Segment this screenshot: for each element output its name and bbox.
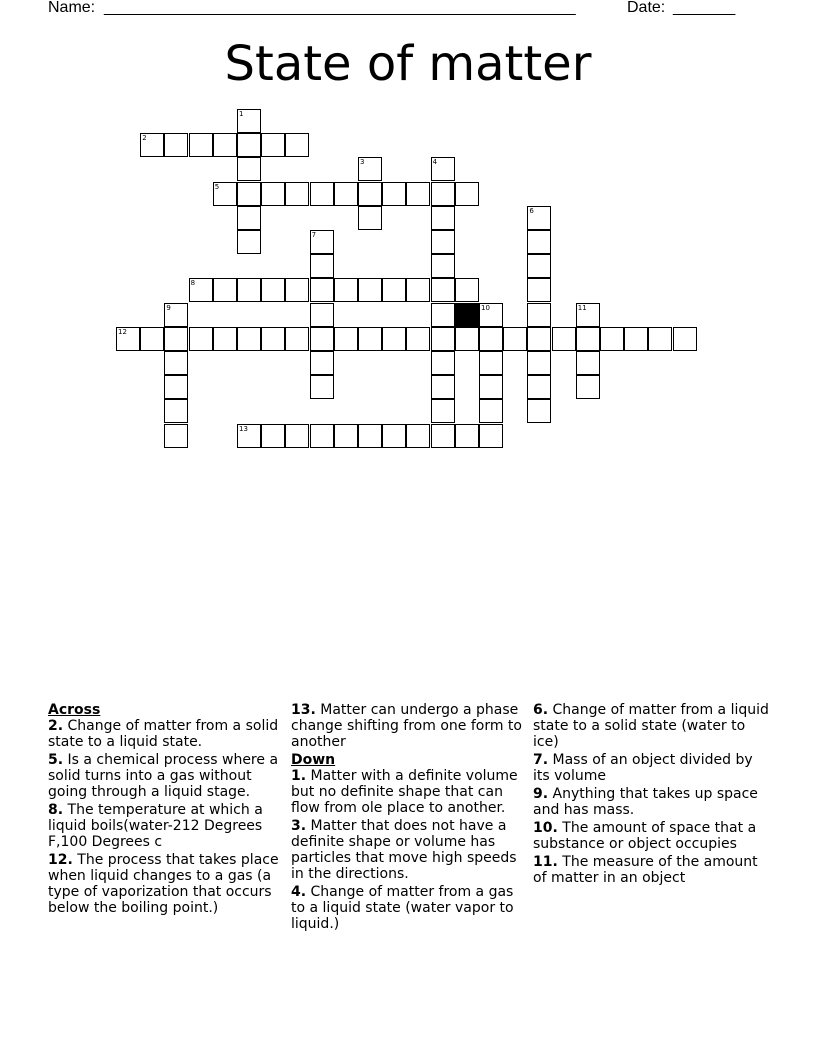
grid-cell[interactable] (406, 327, 430, 351)
clue-down-9: 9. Anything that takes up space and has mass. (533, 786, 758, 818)
grid-cell[interactable] (527, 399, 551, 423)
grid-cell[interactable] (382, 424, 406, 448)
grid-cell[interactable] (261, 182, 285, 206)
grid-cell[interactable] (310, 278, 334, 302)
grid-cell[interactable] (406, 424, 430, 448)
clue-down-3: 3. Matter that does not have a definite shape or volume has particles that move high speeds in the directions. (291, 818, 517, 882)
grid-cell[interactable] (310, 351, 334, 375)
grid-cell[interactable] (455, 182, 479, 206)
grid-cell[interactable] (455, 424, 479, 448)
grid-cell[interactable] (237, 206, 261, 230)
clues-column-1 (48, 702, 284, 918)
grid-cell[interactable] (431, 303, 455, 327)
grid-cell[interactable] (431, 424, 455, 448)
date-blank-line[interactable]: _______ (673, 0, 736, 16)
grid-cell[interactable] (503, 327, 527, 351)
grid-cell[interactable] (527, 254, 551, 278)
grid-cell[interactable] (189, 327, 213, 351)
grid-cell[interactable] (479, 424, 503, 448)
clue-down-1: 1. Matter with a definite volume but no definite shape that can flow from ole place to another. (291, 768, 518, 816)
black-square (455, 303, 479, 327)
grid-cell[interactable] (213, 133, 237, 157)
clue-number: 9 (166, 303, 171, 312)
grid-cell[interactable] (552, 327, 576, 351)
clue-number: 13 (239, 424, 248, 433)
grid-cell[interactable] (310, 254, 334, 278)
crossword-grid (0, 0, 816, 460)
grid-cell[interactable] (164, 303, 188, 327)
grid-cell[interactable] (431, 182, 455, 206)
name-blank-line[interactable]: _____________________________________________________ (104, 0, 576, 16)
grid-cell[interactable] (479, 399, 503, 423)
grid-cell[interactable] (164, 133, 188, 157)
grid-cell[interactable] (358, 424, 382, 448)
grid-cell[interactable] (237, 109, 261, 133)
grid-cell[interactable] (382, 327, 406, 351)
grid-cell[interactable] (285, 133, 309, 157)
grid-cell[interactable] (431, 399, 455, 423)
grid-cell[interactable] (431, 327, 455, 351)
grid-cell[interactable] (624, 327, 648, 351)
clue-down-10: 10. The amount of space that a substance or object occupies (533, 820, 757, 852)
clue-down-11: 11. The measure of the amount of matter in an object (533, 854, 758, 886)
grid-cell[interactable] (334, 424, 358, 448)
clue-across-2: 2. Change of matter from a solid state to a liquid state. (48, 718, 279, 750)
grid-cell[interactable] (237, 157, 261, 181)
grid-cell[interactable] (431, 206, 455, 230)
grid-cell[interactable] (237, 133, 261, 157)
grid-cell[interactable] (189, 133, 213, 157)
grid-cell[interactable] (213, 182, 237, 206)
grid-cell[interactable] (576, 375, 600, 399)
grid-cell[interactable] (431, 351, 455, 375)
grid-cell[interactable] (576, 351, 600, 375)
clue-across-5: 5. Is a chemical process where a solid turns into a gas without going through a liquid stage. (48, 752, 279, 800)
grid-cell[interactable] (479, 303, 503, 327)
grid-cell[interactable] (164, 351, 188, 375)
clue-across-8: 8. The temperature at which a liquid boils(water-212 Degrees F,100 Degrees c (48, 802, 263, 850)
clue-down-4: 4. Change of matter from a gas to a liquid state (water vapor to liquid.) (291, 884, 514, 932)
grid-cell[interactable] (285, 424, 309, 448)
grid-cell[interactable] (140, 327, 164, 351)
grid-cell[interactable] (673, 327, 697, 351)
grid-cell[interactable] (406, 278, 430, 302)
grid-cell[interactable] (358, 157, 382, 181)
grid-cell[interactable] (237, 182, 261, 206)
grid-cell[interactable] (213, 278, 237, 302)
grid-cell[interactable] (648, 327, 672, 351)
grid-cell[interactable] (455, 327, 479, 351)
grid-cell[interactable] (600, 327, 624, 351)
grid-cell[interactable] (237, 230, 261, 254)
grid-cell[interactable] (285, 182, 309, 206)
grid-cell[interactable] (237, 327, 261, 351)
grid-cell[interactable] (382, 182, 406, 206)
grid-cell[interactable] (334, 278, 358, 302)
grid-cell[interactable] (431, 157, 455, 181)
grid-cell[interactable] (285, 278, 309, 302)
grid-cell[interactable] (406, 182, 430, 206)
grid-cell[interactable] (479, 351, 503, 375)
grid-cell[interactable] (164, 399, 188, 423)
grid-cell[interactable] (431, 375, 455, 399)
clue-number: 10 (481, 303, 490, 312)
grid-cell[interactable] (431, 278, 455, 302)
grid-cell[interactable] (358, 182, 382, 206)
grid-cell[interactable] (334, 327, 358, 351)
grid-cell[interactable] (310, 375, 334, 399)
grid-cell[interactable] (164, 327, 188, 351)
grid-cell[interactable] (334, 182, 358, 206)
grid-cell[interactable] (310, 182, 334, 206)
grid-cell[interactable] (358, 206, 382, 230)
grid-cell[interactable] (479, 375, 503, 399)
across-heading: Across (48, 702, 101, 718)
clue-number: 4 (432, 158, 438, 167)
grid-cell[interactable] (237, 278, 261, 302)
grid-cell[interactable] (310, 230, 334, 254)
clue-number: 5 (214, 182, 220, 191)
grid-cell[interactable] (527, 230, 551, 254)
grid-cell[interactable] (527, 375, 551, 399)
clue-across-12: 12. The process that takes place when liquid changes to a gas (a type of vaporization that occurs below the boiling point.) (48, 852, 279, 916)
clue-number: 1 (239, 110, 244, 118)
grid-cell[interactable] (310, 424, 334, 448)
date-label: Date: (627, 0, 666, 16)
grid-cell[interactable] (527, 278, 551, 302)
grid-cell[interactable] (479, 327, 503, 351)
clue-number: 7 (311, 231, 317, 239)
grid-cell[interactable] (576, 303, 600, 327)
clues-column-3 (533, 702, 769, 888)
grid-cell[interactable] (116, 327, 140, 351)
grid-cell[interactable] (358, 327, 382, 351)
grid-cell[interactable] (382, 278, 406, 302)
down-heading: Down (291, 752, 336, 768)
grid-cell[interactable] (527, 206, 551, 230)
grid-cell[interactable] (431, 254, 455, 278)
grid-cell[interactable] (164, 375, 188, 399)
grid-cell[interactable] (189, 278, 213, 302)
grid-cell[interactable] (527, 327, 551, 351)
grid-cell[interactable] (261, 327, 285, 351)
clue-down-7: 7. Mass of an object divided by its volume (533, 752, 753, 784)
grid-cell[interactable] (527, 303, 551, 327)
clue-number: 12 (118, 327, 127, 336)
clue-number: 2 (142, 134, 147, 143)
grid-cell[interactable] (261, 424, 285, 448)
grid-cell[interactable] (261, 278, 285, 302)
name-label: Name: (48, 0, 96, 16)
clue-number: 11 (577, 303, 587, 312)
clues-column-2 (291, 702, 527, 934)
grid-cell[interactable] (310, 303, 334, 327)
clue-number: 3 (360, 158, 365, 167)
clue-number: 6 (529, 206, 534, 215)
grid-cell[interactable] (213, 327, 237, 351)
clue-down-6: 6. Change of matter from a liquid state to a solid state (water to ice) (533, 702, 769, 750)
grid-cell[interactable] (431, 230, 455, 254)
grid-cell[interactable] (164, 424, 188, 448)
clue-across-13: 13. Matter can undergo a phase change shifting from one form to another (291, 702, 522, 750)
page-title: State of matter (224, 36, 592, 92)
grid-cell[interactable] (237, 424, 261, 448)
grid-cell[interactable] (576, 327, 600, 351)
grid-cell[interactable] (261, 133, 285, 157)
grid-cell[interactable] (285, 327, 309, 351)
grid-cell[interactable] (358, 278, 382, 302)
grid-cell[interactable] (140, 133, 164, 157)
grid-cell[interactable] (455, 278, 479, 302)
grid-cell[interactable] (527, 351, 551, 375)
grid-cell[interactable] (310, 327, 334, 351)
clue-number: 8 (190, 279, 196, 288)
